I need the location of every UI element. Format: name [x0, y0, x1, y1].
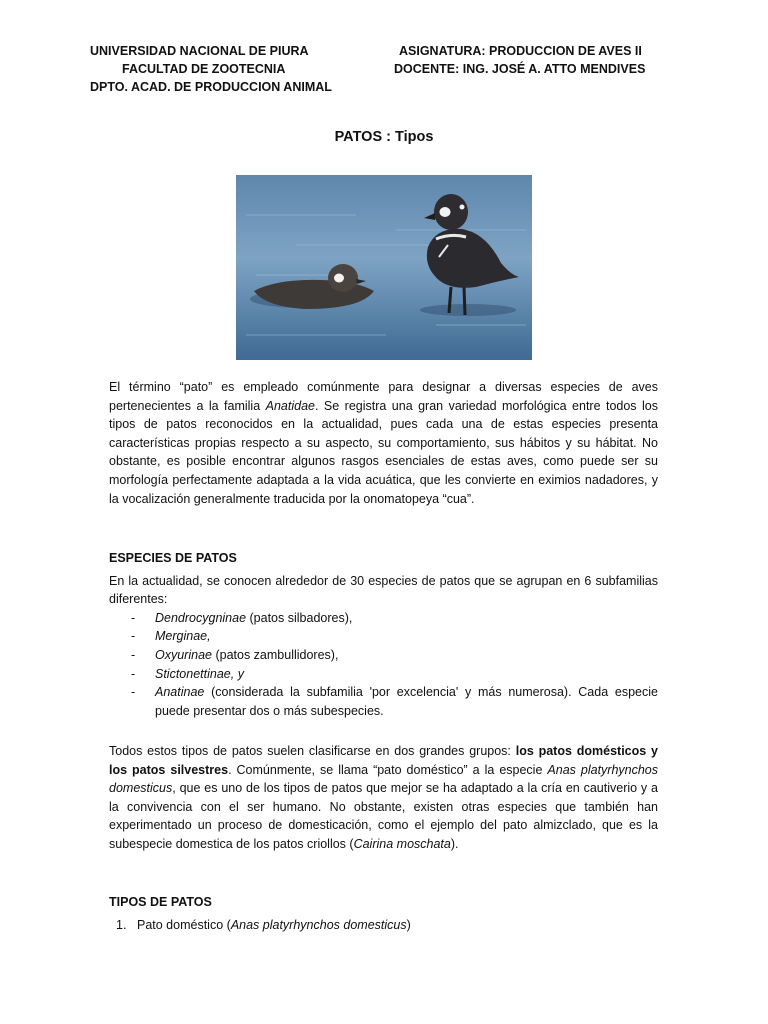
species-section [109, 549, 658, 720]
list-item: - Merginae, [131, 629, 211, 644]
page-title: PATOS : Tipos [334, 129, 434, 145]
header-left [90, 42, 332, 96]
list-item: - Anatinae (considerada la subfamilia 'por excelencia' y más numerosa). Cada especie puede presentar dos o más subespecies. [131, 685, 658, 718]
species-lead: En la actualidad, se conocen alrededor de 30 especies de patos que se agrupan en 6 subfamilias diferentes: [109, 573, 658, 607]
list-item: - Oxyurinae (patos zambullidores), [131, 647, 339, 662]
list-item: - Dendrocygninae (patos silbadores), [131, 610, 353, 625]
groups-paragraph: Todos estos tipos de patos suelen clasificarse en dos grandes grupos: los patos domésticos y los patos silvestres. Comúnmente, se llama “pato doméstico” a la especie Anas platyrhynchos domesticus, que es uno de los tipos de patos que mejor se ha adaptado a la cría en cautiverio y a la convivencia con el ser humano. No obstante, existen otras especies que también han experimentado un proceso de domesticación, como el ejemplo del pato almizclado, que es la subespecie domestica de los patos criollos (Cairina moschata). [109, 744, 659, 851]
header-right [394, 42, 645, 78]
species-heading: ESPECIES DE PATOS [109, 551, 237, 565]
faculty-name: FACULTAD DE ZOOTECNIA [122, 62, 286, 76]
teacher-name: DOCENTE: ING. JOSÉ A. ATTO MENDIVES [394, 62, 646, 76]
intro-paragraph: El término “pato” es empleado comúnmente para designar a diversas especies de aves pertenecientes a la familia Anatidae. Se registra una gran variedad morfológica entre todos los tipos de patos reconocidos en la actualidad, pues cada una de estas especies presenta características propias respecto a su aspecto, su comportamiento, sus hábitos y su hábitat. No obstante, es posible encontrar algunos rasgos esenciales de estas aves, como puede ser su morfología perfectamente adaptada a la vida acuática, que les convierte en eximios nadadores, y la vocalización generalmente traducida por la onomatopeya “cua”. [109, 380, 658, 506]
types-section [109, 893, 658, 934]
list-item: - Stictonettinae, y [131, 666, 244, 681]
university-name: UNIVERSIDAD NACIONAL DE PIURA [90, 44, 309, 58]
department-name: DPTO. ACAD. DE PRODUCCION ANIMAL [90, 80, 332, 94]
course-name: ASIGNATURA: PRODUCCION DE AVES II [399, 44, 642, 58]
list-item: 1. Pato doméstico (Anas platyrhynchos domesticus) [116, 917, 411, 932]
groups-emphasis: los patos domésticos y los patos silvestres [109, 744, 658, 777]
family-name: Anatidae [265, 398, 315, 413]
subfamily-list [109, 609, 658, 721]
types-heading: TIPOS DE PATOS [109, 895, 212, 909]
ducks-photo [236, 175, 532, 360]
